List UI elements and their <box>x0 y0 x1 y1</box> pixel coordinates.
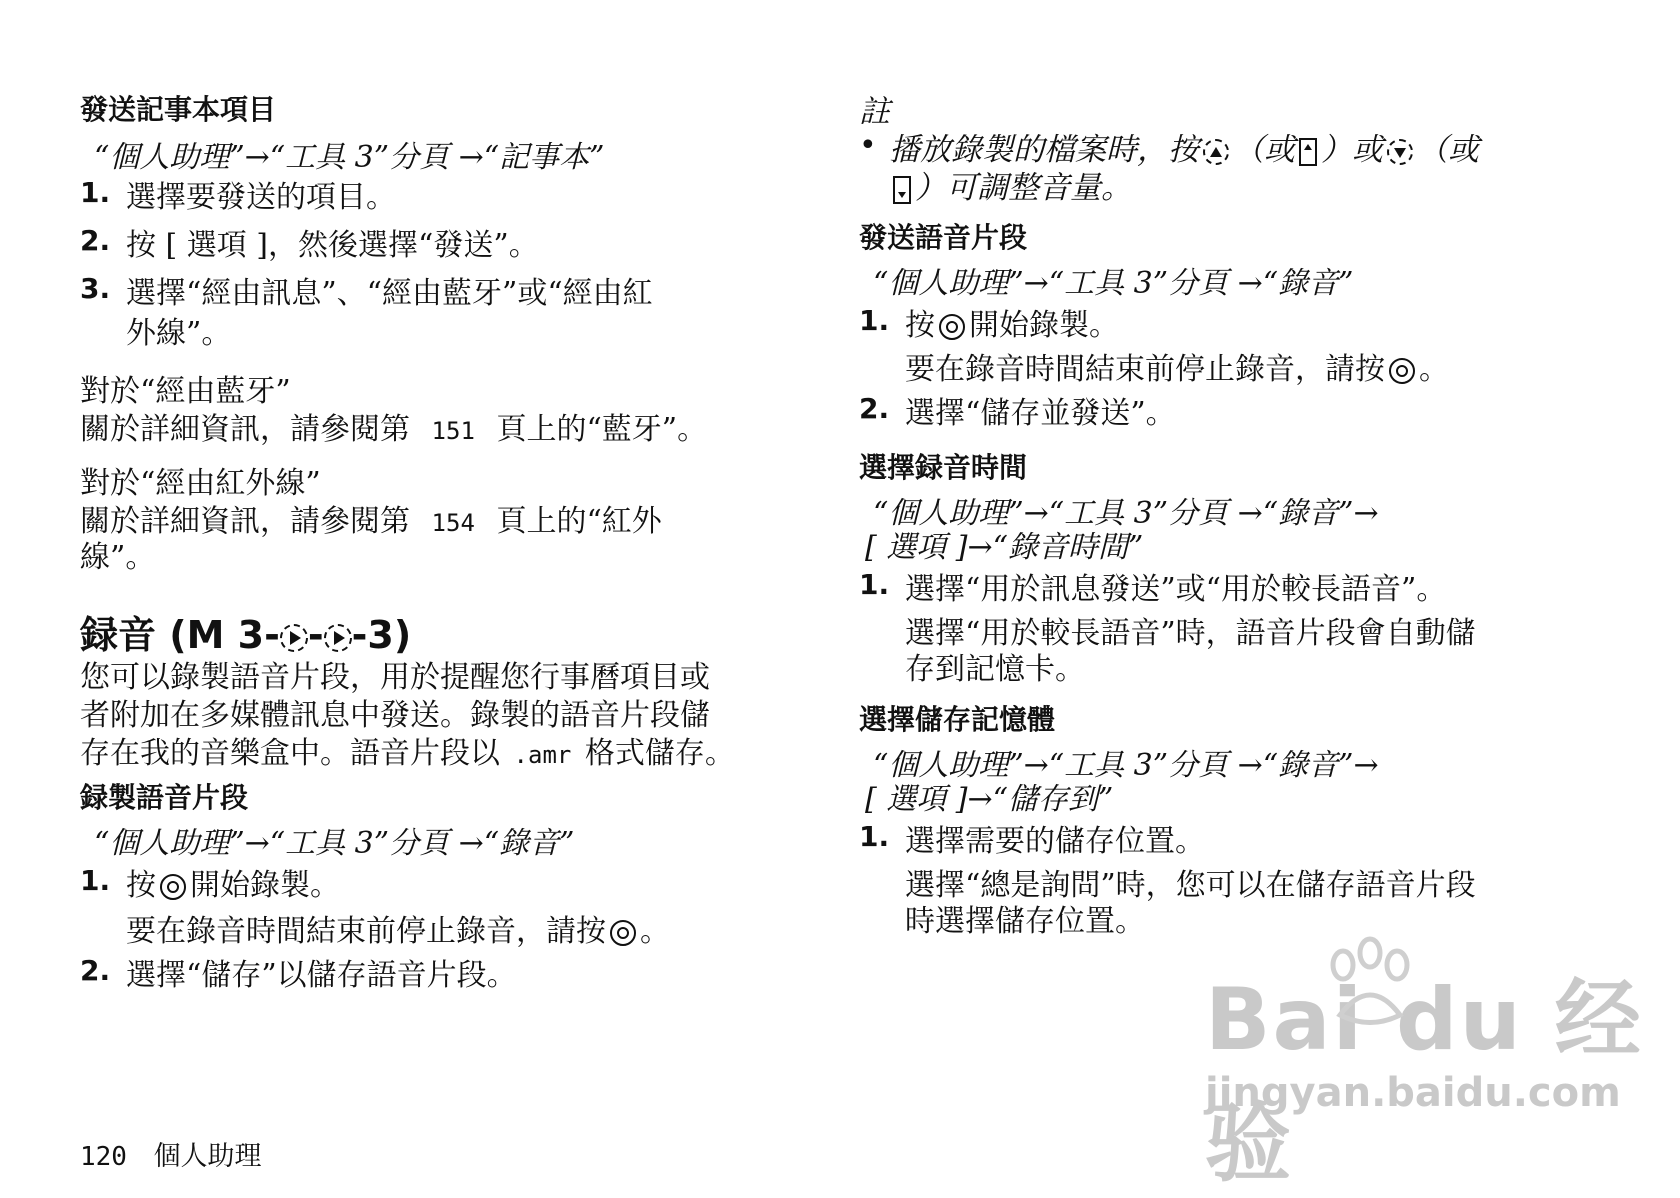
step-number: 1. <box>859 304 890 337</box>
send-clip-sub-post: 。 <box>1419 352 1449 387</box>
send-clip-sub-pre: 要在錄音時間結束前停止錄音，請按 <box>905 352 1385 387</box>
recorder-title-prefix: 録音 (M 3- <box>80 613 280 657</box>
recorder-intro-text: 存在我的音樂盒中。語音片段以 <box>80 736 500 771</box>
bluetooth-heading: 對於“經由藍牙” <box>80 374 291 409</box>
watermark-url: jingyan.baidu.com <box>1205 1070 1621 1116</box>
note-text-end: ）可調整音量。 <box>915 170 1132 206</box>
paw-icon <box>1315 935 1425 1035</box>
record-clip-step1-post: 開始錄製。 <box>190 868 340 903</box>
record-clip-step1 <box>126 860 340 904</box>
send-memo-step1: 選擇要發送的項目。 <box>126 180 396 215</box>
infrared-reference-text: 關於詳細資訊，請參閱第 <box>80 504 410 539</box>
footer-section: 個人助理 <box>153 1141 262 1172</box>
center-key-icon <box>939 314 965 340</box>
note-text-b: （或 <box>1233 132 1295 168</box>
step-number: 1. <box>859 568 890 601</box>
record-time-step1: 選擇“用於訊息發送”或“用於較長語音”。 <box>905 572 1447 607</box>
storage-path-line2: [ 選項 ]→“儲存到” <box>865 782 1114 817</box>
send-clip-path: “個人助理”→“工具 3”分頁 →“錄音” <box>873 266 1354 301</box>
storage-heading: 選擇儲存記憶體 <box>859 703 1056 736</box>
page-number: 120 <box>80 1142 127 1172</box>
center-key-icon <box>610 920 636 946</box>
send-memo-step3-line2: 外線”。 <box>126 316 232 351</box>
send-clip-step1-post: 開始錄製。 <box>969 308 1119 343</box>
step-number: 1. <box>859 820 890 853</box>
step-number: 2. <box>80 954 111 987</box>
record-clip-step1-sub <box>126 906 670 950</box>
record-time-path-line2: [ 選項 ]→“錄音時間” <box>865 530 1144 565</box>
recorder-title-suffix: -3) <box>351 613 412 657</box>
step-number: 1. <box>80 176 111 209</box>
recorder-title <box>80 604 411 659</box>
send-memo-step3-line1: 選擇“經由訊息”、“經由藍牙”或“經由紅 <box>126 276 653 311</box>
record-clip-sub-post: 。 <box>640 914 670 949</box>
note-text-a: 播放錄製的檔案時，按 <box>889 132 1199 168</box>
record-time-path-line1: “個人助理”→“工具 3”分頁 →“錄音”→ <box>873 496 1379 531</box>
recorder-intro-line1: 您可以錄製語音片段，用於提醒您行事曆項目或 <box>80 660 710 695</box>
note-text-c: ）或 <box>1321 132 1383 168</box>
center-key-icon <box>1389 358 1415 384</box>
record-clip-sub-pre: 要在錄音時間結束前停止錄音，請按 <box>126 914 606 949</box>
infrared-reference-end: 頁上的“紅外 <box>496 504 662 539</box>
nav-up-icon <box>1203 139 1229 165</box>
send-memo-heading: 發送記事本項目 <box>80 93 277 126</box>
send-memo-step2: 按 [ 選項 ]，然後選擇“發送”。 <box>126 228 539 263</box>
record-clip-heading: 録製語音片段 <box>80 781 249 814</box>
baidu-watermark <box>1205 950 1680 1198</box>
step-number: 3. <box>80 272 111 305</box>
bluetooth-reference-end: 頁上的“藍牙”。 <box>496 412 708 447</box>
send-clip-heading: 發送語音片段 <box>859 221 1028 254</box>
watermark-brand: Bai du 经验 <box>1205 970 1643 1194</box>
bluetooth-reference-text: 關於詳細資訊，請參閱第 <box>80 412 410 447</box>
nav-right-icon <box>324 624 352 652</box>
recorder-intro-line3 <box>80 728 735 772</box>
storage-sub-line2: 時選擇儲存位置。 <box>905 904 1145 939</box>
record-clip-step2: 選擇“儲存”以儲存語音片段。 <box>126 958 517 993</box>
infrared-reference-line2: 線”。 <box>80 540 156 575</box>
step-number: 2. <box>859 392 890 425</box>
nav-down-icon <box>1387 139 1413 165</box>
record-time-sub-line1: 選擇“用於較長語音”時，語音片段會自動儲 <box>905 616 1476 651</box>
note-line2 <box>889 162 1132 207</box>
recorder-intro-line2: 者附加在多媒體訊息中發送。錄製的語音片段儲 <box>80 698 710 733</box>
recorder-intro-end: 格式儲存。 <box>584 736 735 771</box>
page-reference: 154 <box>431 509 475 537</box>
file-extension: .amr <box>513 741 572 769</box>
send-memo-path: “個人助理”→“工具 3”分頁 →“記事本” <box>94 140 605 175</box>
send-clip-step1-pre: 按 <box>905 308 935 343</box>
infrared-heading: 對於“經由紅外線” <box>80 466 321 501</box>
note-text-d: （或 <box>1417 132 1479 168</box>
page-reference: 151 <box>431 417 475 445</box>
page-footer <box>80 1134 262 1173</box>
infrared-reference <box>80 496 662 540</box>
record-clip-path: “個人助理”→“工具 3”分頁 →“錄音” <box>94 826 575 861</box>
step-number: 2. <box>80 224 111 257</box>
bluetooth-reference <box>80 404 707 448</box>
note-bullet: • <box>859 128 877 163</box>
nav-right-icon <box>280 624 308 652</box>
recorder-title-sep: - <box>307 613 324 657</box>
record-time-heading: 選擇録音時間 <box>859 451 1028 484</box>
storage-step1: 選擇需要的儲存位置。 <box>905 824 1205 859</box>
step-number: 1. <box>80 864 111 897</box>
record-clip-step1-pre: 按 <box>126 868 156 903</box>
volume-up-key-icon <box>1299 138 1317 166</box>
record-time-sub-line2: 存到記憶卡。 <box>905 652 1085 687</box>
note-heading: 註 <box>859 94 890 130</box>
storage-path-line1: “個人助理”→“工具 3”分頁 →“錄音”→ <box>873 748 1379 783</box>
send-clip-step2: 選擇“儲存並發送”。 <box>905 396 1176 431</box>
storage-sub-line1: 選擇“總是詢問”時，您可以在儲存語音片段 <box>905 868 1476 903</box>
volume-down-key-icon <box>893 176 911 204</box>
send-clip-step1 <box>905 300 1119 344</box>
send-clip-step1-sub <box>905 344 1449 388</box>
center-key-icon <box>160 874 186 900</box>
